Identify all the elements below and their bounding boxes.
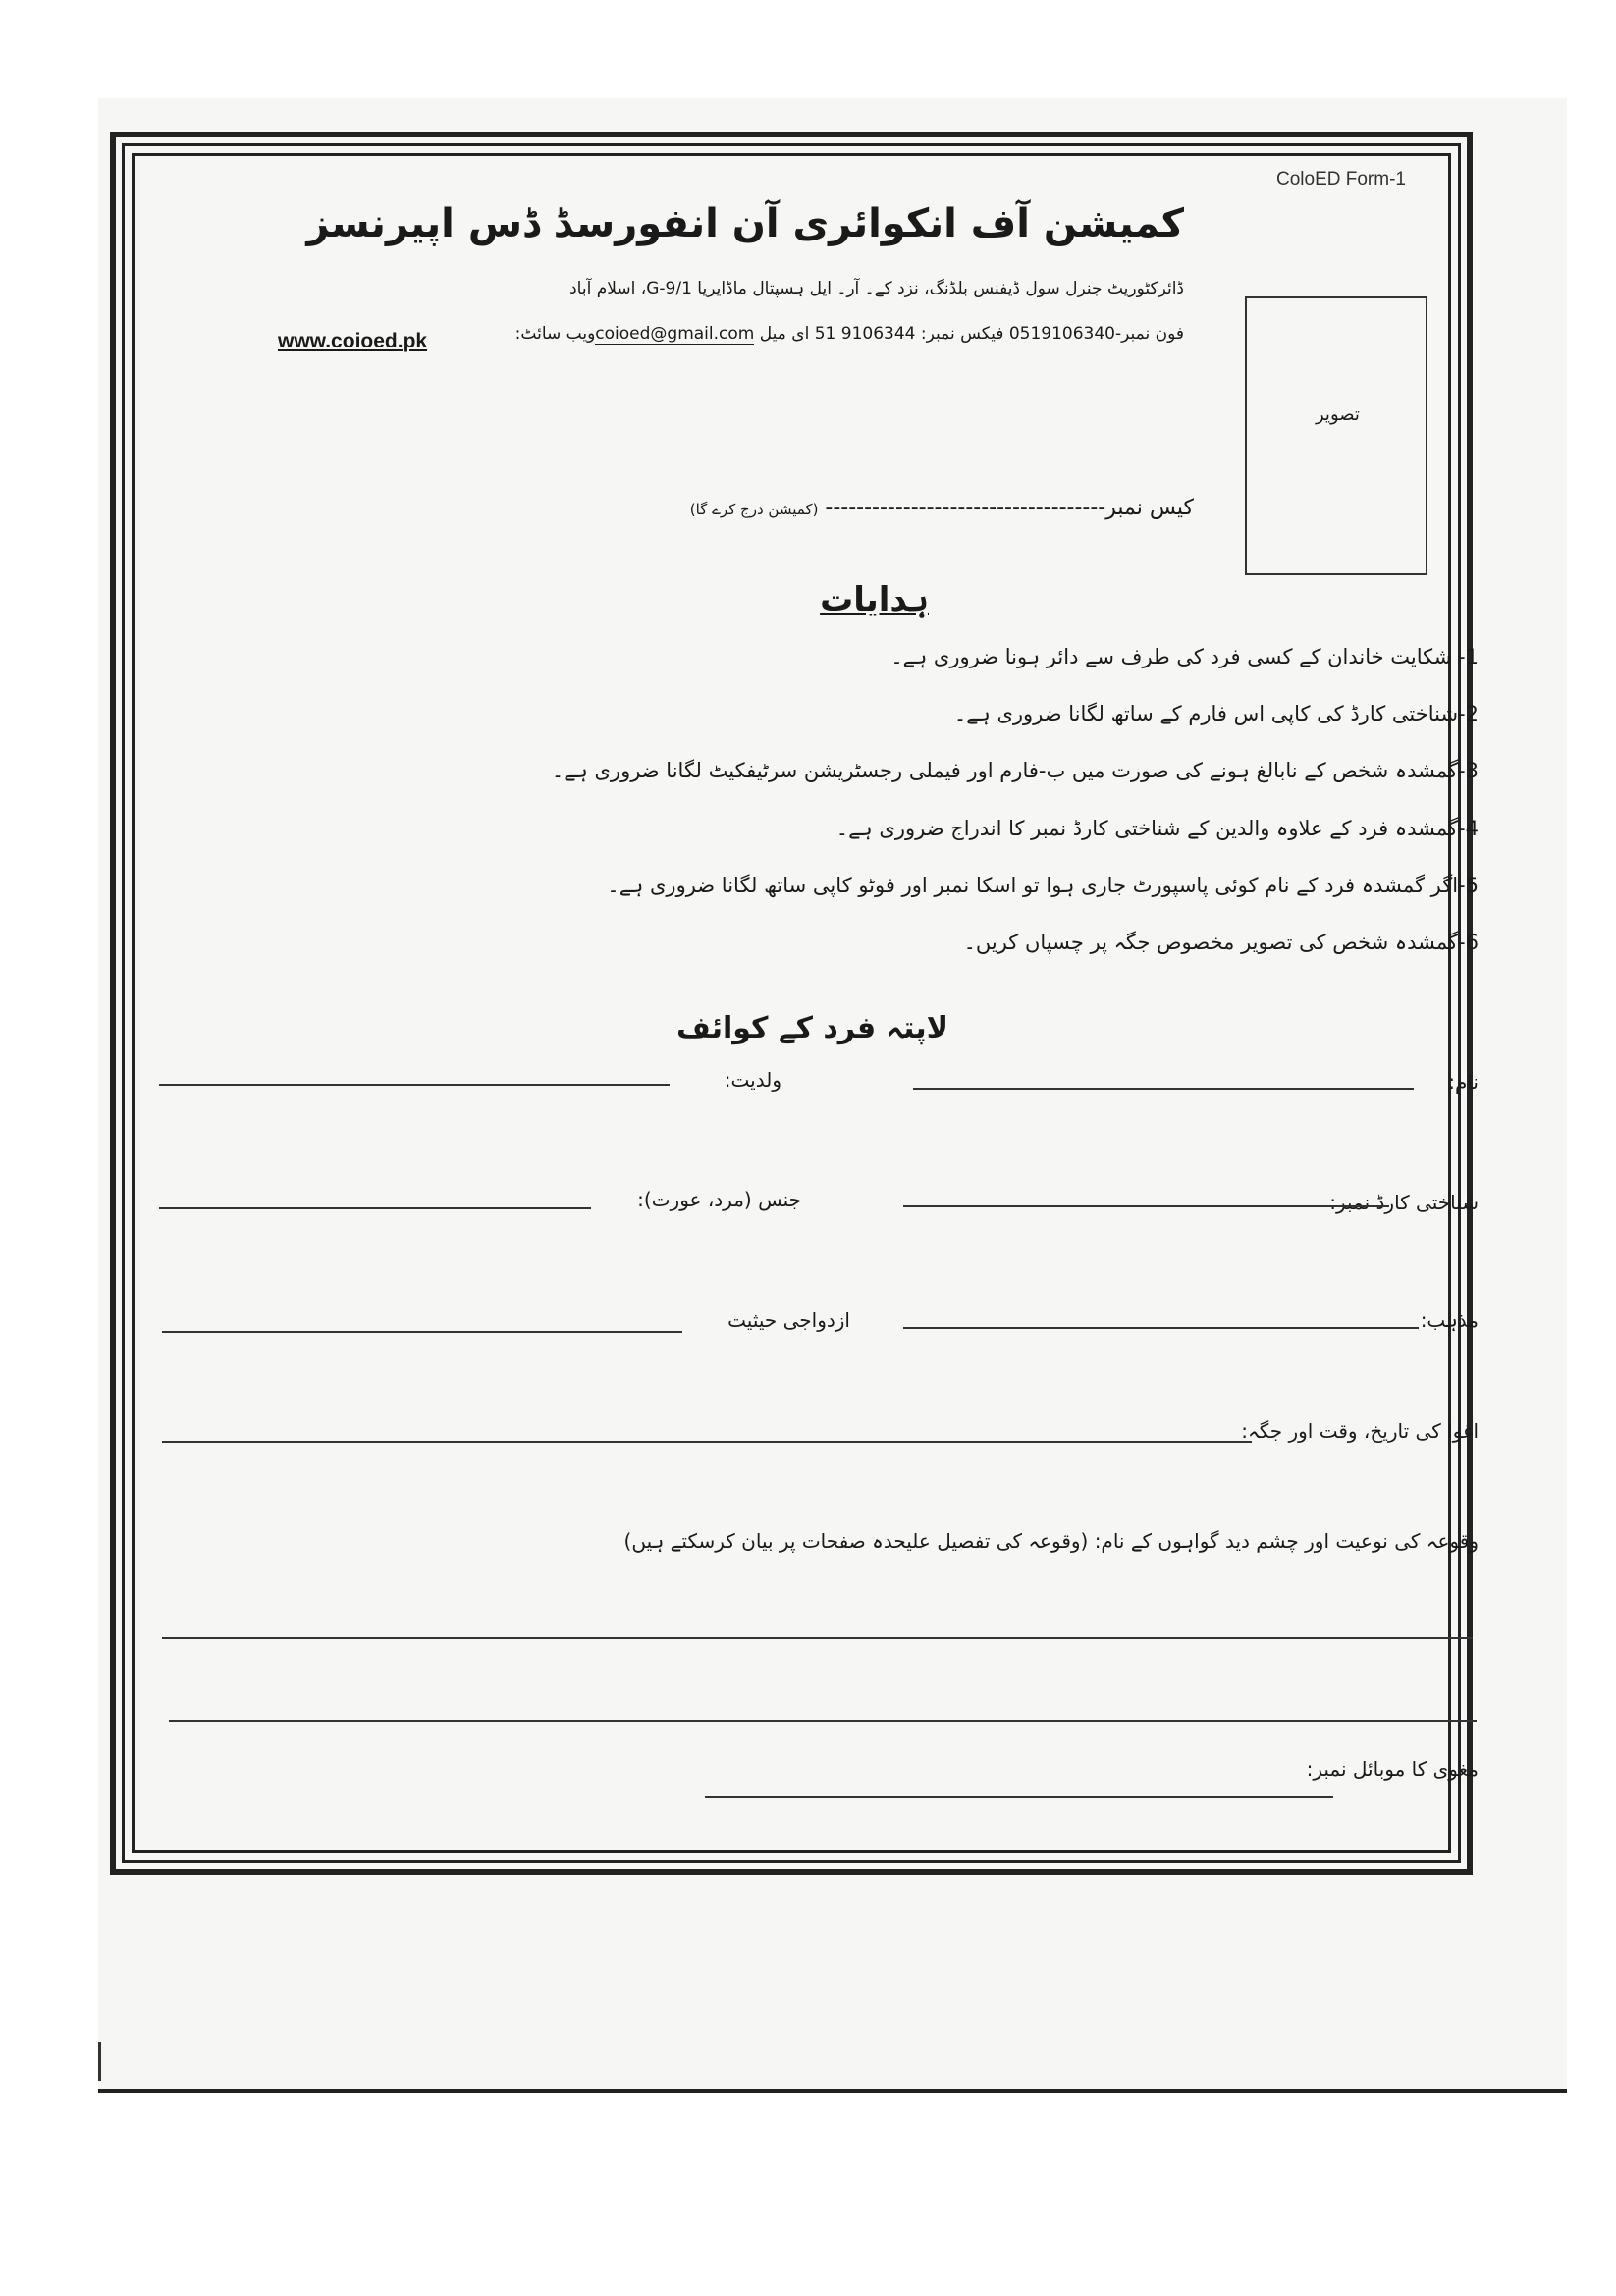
website-label: ویب سائٹ: [514, 324, 596, 344]
cnic-label: شناختی کارڈ نمبر: [1329, 1191, 1479, 1214]
name-field-line[interactable] [913, 1088, 1414, 1090]
religion-field-line[interactable] [903, 1327, 1419, 1329]
incident-witnesses-label: وقوعہ کی نوعیت اور چشم دید گواہوں کے نام: (وقوعہ کی تفصیل علیحدہ صفحات پر بیان کرسکتے ہیں) [623, 1529, 1479, 1553]
gender-label: جنس (مرد، عورت): [637, 1188, 801, 1211]
instruction-item: 5-اگر گمشدہ فرد کے نام کوئی پاسپورٹ جاری ہوا تو اسکا نمبر اور فوٹو کاپی ساتھ لگانا ضروری ہے۔ [607, 874, 1479, 897]
abduction-details-field-line[interactable] [162, 1441, 1252, 1443]
case-number-label: کیس نمبر [1105, 496, 1194, 520]
instructions-heading: ہدایات [820, 580, 929, 619]
parentage-label: ولدیت: [724, 1068, 781, 1092]
email-address: coioed@gmail.com [595, 324, 755, 344]
instruction-item: 2-شناختی کارڈ کی کاپی اس فارم کے ساتھ لگانا ضروری ہے۔ [953, 702, 1479, 725]
scan-edge-mark [98, 2042, 101, 2081]
incident-field-line-2[interactable] [169, 1720, 1477, 1722]
name-label: نام: [1448, 1070, 1479, 1094]
website-url: www.coioed.pk [278, 330, 428, 352]
instruction-item: 6-گمشدہ شخص کی تصویر مخصوص جگہ پر چسپاں کریں۔ [963, 931, 1479, 954]
marital-status-field-line[interactable] [162, 1331, 682, 1333]
form-code: ColoED Form-1 [1276, 169, 1406, 189]
instruction-item: 1- شکایت خاندان کے کسی فرد کی طرف سے دائر ہونا ضروری ہے۔ [890, 645, 1479, 668]
abduction-details-label: اغوا کی تاریخ، وقت اور جگہ: [1241, 1419, 1479, 1443]
case-number-dashes: ------------------------------------ [825, 496, 1106, 520]
religion-label: مذہب: [1420, 1308, 1479, 1332]
contact-line [515, 324, 1184, 344]
case-number-line [690, 496, 1194, 520]
photo-label: تصویر [1316, 404, 1360, 425]
marital-status-label: ازدواجی حیثیت [727, 1308, 850, 1332]
instruction-item: 3-گمشدہ شخص کے نابالغ ہونے کی صورت میں ب-فارم اور فیملی رجسٹریشن سرٹیفکیٹ لگانا ضروری ہے۔ [551, 759, 1479, 782]
mobile-number-field-line[interactable] [705, 1796, 1333, 1798]
parentage-field-line[interactable] [159, 1084, 670, 1086]
page-bottom-rule [98, 2089, 1567, 2093]
incident-field-line-1[interactable] [162, 1637, 1473, 1639]
gender-field-line[interactable] [159, 1207, 591, 1209]
mobile-number-label: مغوی کا موبائل نمبر: [1306, 1757, 1479, 1781]
commission-title: کمیشن آف انکوائری آن انفورسڈ ڈس اپیرنسز [306, 201, 1184, 246]
photo-box [1245, 296, 1427, 575]
address-line: ڈائرکٹوریٹ جنرل سول ڈیفنس بلڈنگ، نزد کے۔ آر۔ ایل ہسپتال ماڈایریا G-9/1، اسلام آباد [569, 279, 1184, 298]
contact-phone-fax: فون نمبر-0519106340 فیکس نمبر: 9106344 51 ای میل [759, 324, 1184, 344]
case-number-note: (کمیشن درج کرے گا) [689, 501, 819, 518]
missing-person-details-title: لاپتہ فرد کے کوائف [675, 1011, 948, 1045]
cnic-field-line[interactable] [903, 1205, 1389, 1207]
instruction-item: 4-گمشدہ فرد کے علاوہ والدین کے شناختی کارڈ نمبر کا اندراج ضروری ہے۔ [835, 817, 1479, 840]
